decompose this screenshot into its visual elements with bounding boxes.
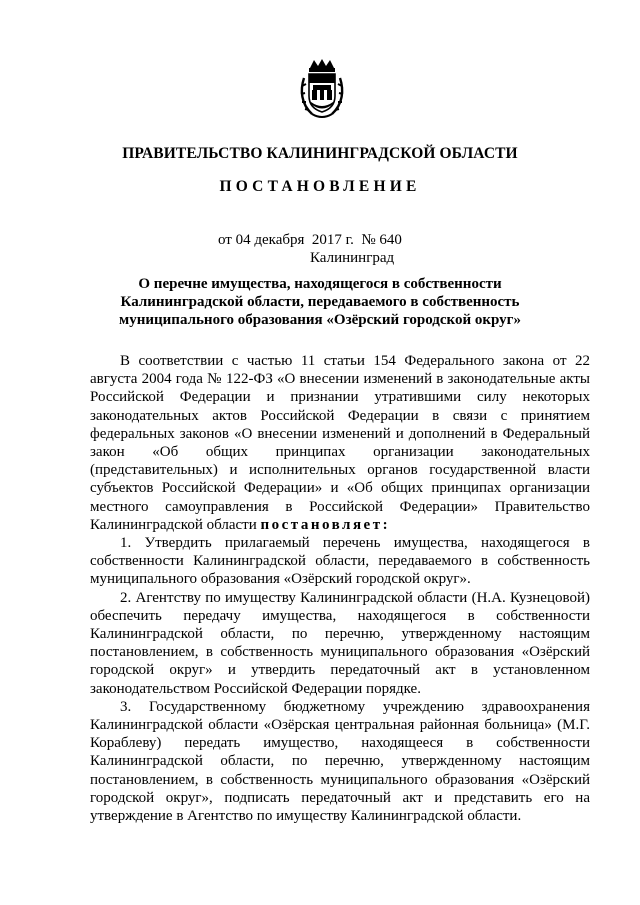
- preamble-paragraph: [90, 352, 590, 534]
- preamble-text: В соответствии с частью 11 статьи 154 Федерального закона от 22 августа 2004 года № 122-ФЗ «О внесении изменений в законодательные акты Российской Федерации и признании утратившими силу некоторых законодательных актов Российской Федерации в связи с принятием федеральных законов «О внесении изменений и дополнений в Федеральный закон «Об общих принципах организации законодательных (представительных) и исполнительных органов государственной власти субъектов Российской Федерации» и «Об общих принципах организации местного самоуправления в Российской Федерации» Правительство Калининградской области: [90, 353, 590, 533]
- document-number: 640: [379, 232, 402, 248]
- document-date: 04 декабря 2017 г.: [235, 232, 354, 248]
- subject-line-3: муниципального образования «Озёрский городской округ»: [119, 312, 521, 328]
- document-subject: [0, 275, 640, 329]
- item-2-paragraph: 2. Агентству по имуществу Калининградской области (Н.А. Кузнецовой) обеспечить передачу имущества, находящегося в собственности Калининградской области, по перечню, утвержденному настоящим постановлением, в собственность муниципального образования «Озёрский городской округ» и утвердить передаточный акт в установленном законодательством Российской Федерации порядке.: [90, 589, 590, 697]
- decree-word: постановляет:: [260, 516, 391, 533]
- kaliningrad-coat-of-arms-icon: [298, 58, 346, 120]
- date-number-line: [218, 232, 402, 249]
- document-type-title: ПОСТАНОВЛЕНИЕ: [219, 178, 421, 195]
- item-3-paragraph: 3. Государственному бюджетному учреждению здравоохранения Калининградской области «Озёрская центральная районная больница» (М.Г. Кораблеву) передать имущество, находящееся в собственности Калининградской области, по перечню, утвержденному настоящим постановлением, в собственность муниципального образования «Озёрский городской округ», подписать передаточный акт и представить его на утверждение в Агентство по имуществу Калининградской области.: [90, 698, 590, 825]
- number-label: №: [361, 232, 376, 248]
- document-body: [90, 352, 590, 825]
- subject-line-2: Калининградской области, передаваемого в собственность: [120, 294, 520, 310]
- item-1-paragraph: 1. Утвердить прилагаемый перечень имущества, находящегося в собственности Калининградской области, передаваемого в собственность муниципального образования «Озёрский городской округ».: [90, 535, 590, 588]
- subject-line-1: О перечне имущества, находящегося в собственности: [138, 276, 502, 292]
- government-title: ПРАВИТЕЛЬСТВО КАЛИНИНГРАДСКОЙ ОБЛАСТИ: [122, 145, 518, 162]
- date-prefix: от: [218, 232, 232, 248]
- city-name: Калининград: [310, 250, 395, 266]
